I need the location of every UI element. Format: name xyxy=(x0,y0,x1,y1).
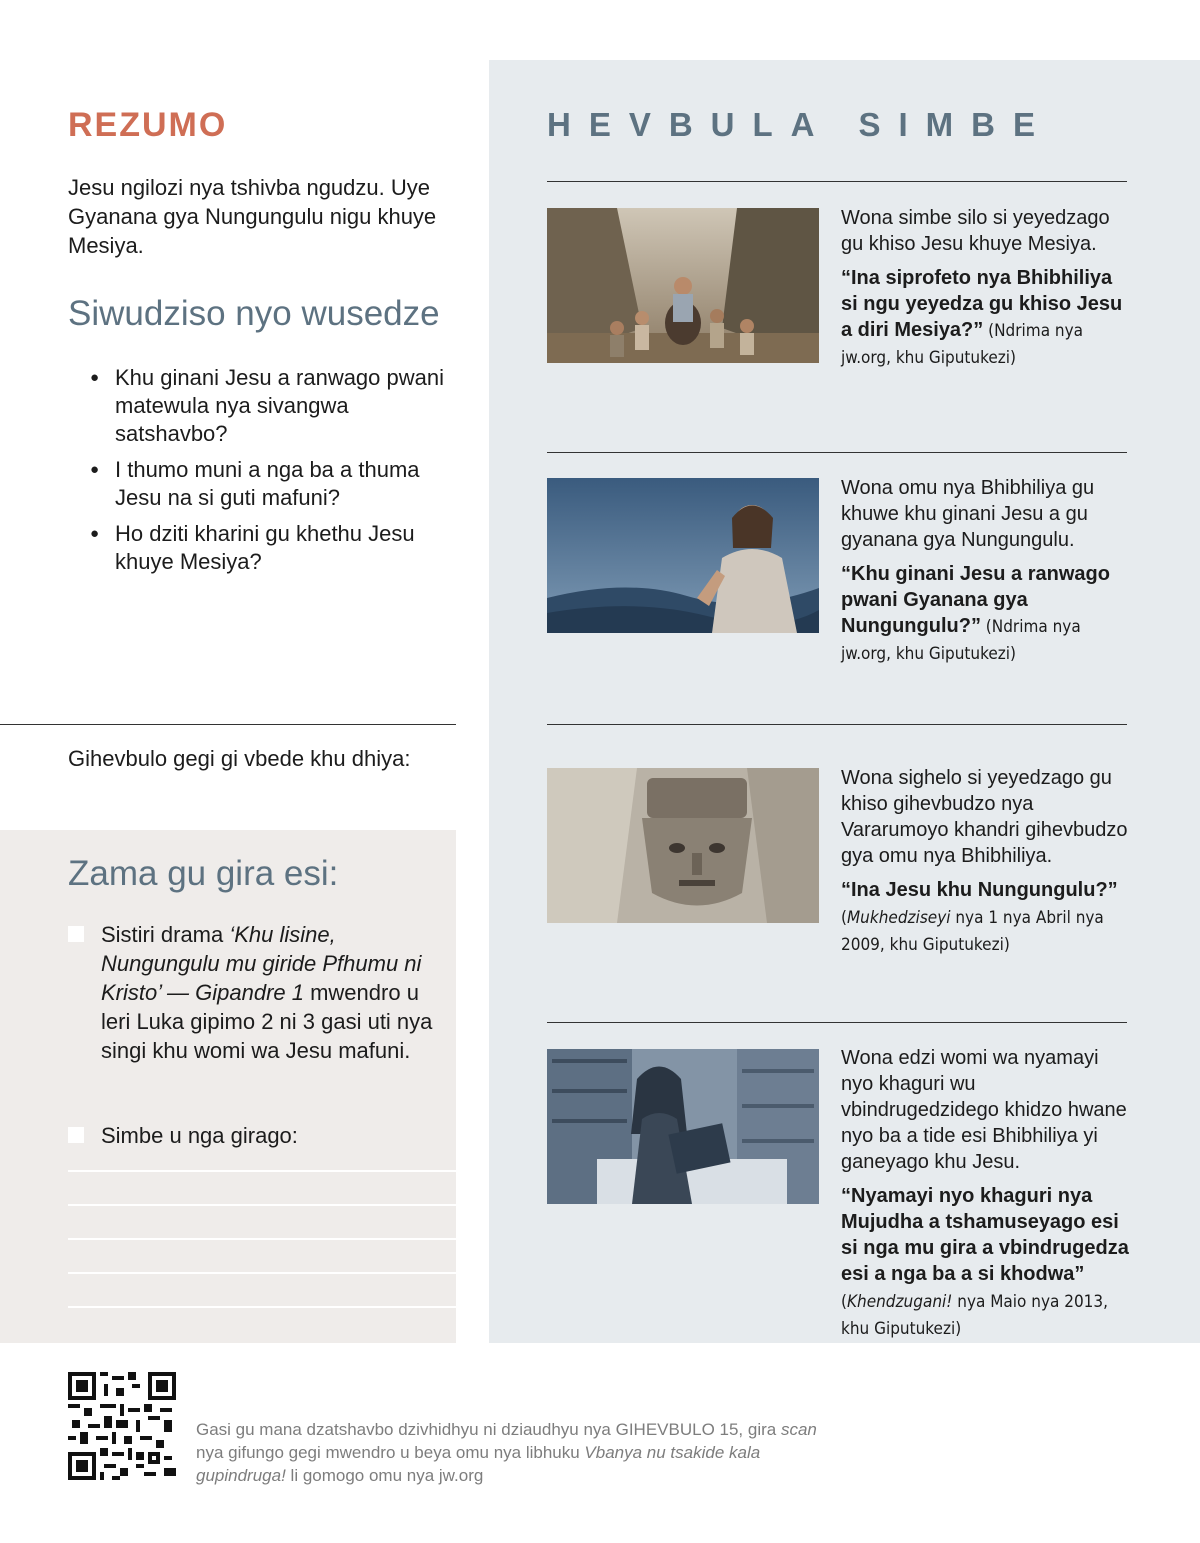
explore-divider xyxy=(547,724,1127,725)
reviewed-label: Gihevbulo gegi gi vbede khu dhiya: xyxy=(68,746,411,771)
resource-link-title[interactable]: “Nyamayi nyo khaguri nya Mujudha a tshamuseyago esi si nga mu gira a vbindrugedza esi a nga ba a si khodwa” xyxy=(841,1185,1129,1285)
writing-line[interactable] xyxy=(68,1272,456,1274)
resource-description: Wona omu nya Bhibhiliya gu khuwe khu ginani Jesu a gu gyanana gya Nungungulu. xyxy=(841,477,1095,551)
resource-source: (Khendzugani! nya Maio nya 2013, khu Giputukezi) xyxy=(841,1292,1108,1339)
question-item: ● Khu ginani Jesu a ranwago pwani matewula nya sivangwa satshavbo? xyxy=(90,364,450,448)
question-item: ● Ho dziti kharini gu khethu Jesu khuye Mesiya? xyxy=(90,520,450,576)
resource-item xyxy=(841,205,1131,371)
resource-description: Wona edzi womi wa nyamayi nyo khaguri wu vbindrugedzidego khidzo hwane nyo ba a tide esi Bhibhiliya yi ganeyago khu Jesu. xyxy=(841,1047,1127,1173)
explore-divider xyxy=(547,1022,1127,1023)
resource-description: Wona sighelo si yeyedzago gu khiso gihevbudzo nya Vararumoyo khandri gihevbudzo gya omu nya Bhibhiliya. xyxy=(841,767,1128,867)
explore-divider xyxy=(547,181,1127,182)
try-this-title: Zama gu gira esi: xyxy=(68,854,339,893)
image-triumphal-entry[interactable] xyxy=(547,208,819,363)
try-this-box-background xyxy=(0,830,456,1343)
resource-link-title[interactable]: “Ina siprofeto nya Bhibhiliya si ngu yeyedza gu khiso Jesu a diri Mesiya?” xyxy=(841,267,1123,341)
try-item-watch xyxy=(68,920,438,1065)
questions-title: Siwudziso nyo wusedze xyxy=(68,294,440,333)
try-item-text: Sistiri drama ‘Khu lisine, Nungungulu mu giride Pfhumu ni Kristo’ — Gipandre 1 mwendro u leri Luka gipimo 2 ni 3 gasi uti nya singi khu womi wa Jesu mafuni. xyxy=(101,922,433,1063)
questions-list xyxy=(90,364,450,584)
resource-link-title[interactable]: “Khu ginani Jesu a ranwago pwani Gyanana gya Nungungulu?” xyxy=(841,563,1110,637)
summary-text: Jesu ngilozi nya tshivba ngudzu. Uye Gyanana gya Nungungulu nigu khuye Mesiya. xyxy=(68,175,437,258)
checkbox-icon[interactable] xyxy=(68,1127,84,1143)
image-trinity-sculpture[interactable] xyxy=(547,768,819,923)
resource-description: Wona simbe silo si yeyedzago gu khiso Jesu khuye Mesiya. xyxy=(841,207,1110,255)
qr-code-icon[interactable] xyxy=(68,1372,176,1480)
resource-source: (Ndrima nya jw.org, khu Giputukezi) xyxy=(841,617,1081,664)
book-title-link[interactable]: Vbanya nu tsakide kala gupindruga! xyxy=(196,1443,761,1485)
question-item: ● I thumo muni a nga ba a thuma Jesu na si guti mafuni? xyxy=(90,456,450,512)
footer-note: Gasi gu mana dzatshavbo dzivhidhyu ni dziaudhyu nya GIHEVBULO 15, gira scan nya gifungo gegi mwendro u beya omu nya libhuku Vbanya nu tsakide kala gupindruga! li gomogo omu nya jw.org xyxy=(196,1420,817,1485)
resource-source: (Mukhedziseyi nya 1 nya Abril nya 2009, khu Giputukezi) xyxy=(841,908,1104,955)
checkbox-icon[interactable] xyxy=(68,926,84,942)
resource-link-title[interactable]: “Ina Jesu khu Nungungulu?” xyxy=(841,879,1118,901)
resource-source: (Ndrima nya jw.org, khu Giputukezi) xyxy=(841,321,1084,368)
writing-line[interactable] xyxy=(68,1306,456,1308)
resource-item xyxy=(841,475,1131,667)
writing-line[interactable] xyxy=(68,1170,456,1172)
image-jesus-praying[interactable] xyxy=(547,478,819,633)
explore-title: HEVBULA SIMBE xyxy=(547,106,1053,143)
summary-title: REZUMO xyxy=(68,106,228,144)
resource-item xyxy=(841,765,1131,958)
try-item-plan xyxy=(68,1121,438,1150)
explore-divider xyxy=(547,452,1127,453)
writing-line[interactable] xyxy=(68,1238,456,1240)
image-woman-reading[interactable] xyxy=(547,1049,819,1204)
left-divider xyxy=(0,724,456,725)
resource-item xyxy=(841,1045,1131,1342)
writing-line[interactable] xyxy=(68,1204,456,1206)
try-item-text: Simbe u nga girago: xyxy=(101,1123,298,1148)
